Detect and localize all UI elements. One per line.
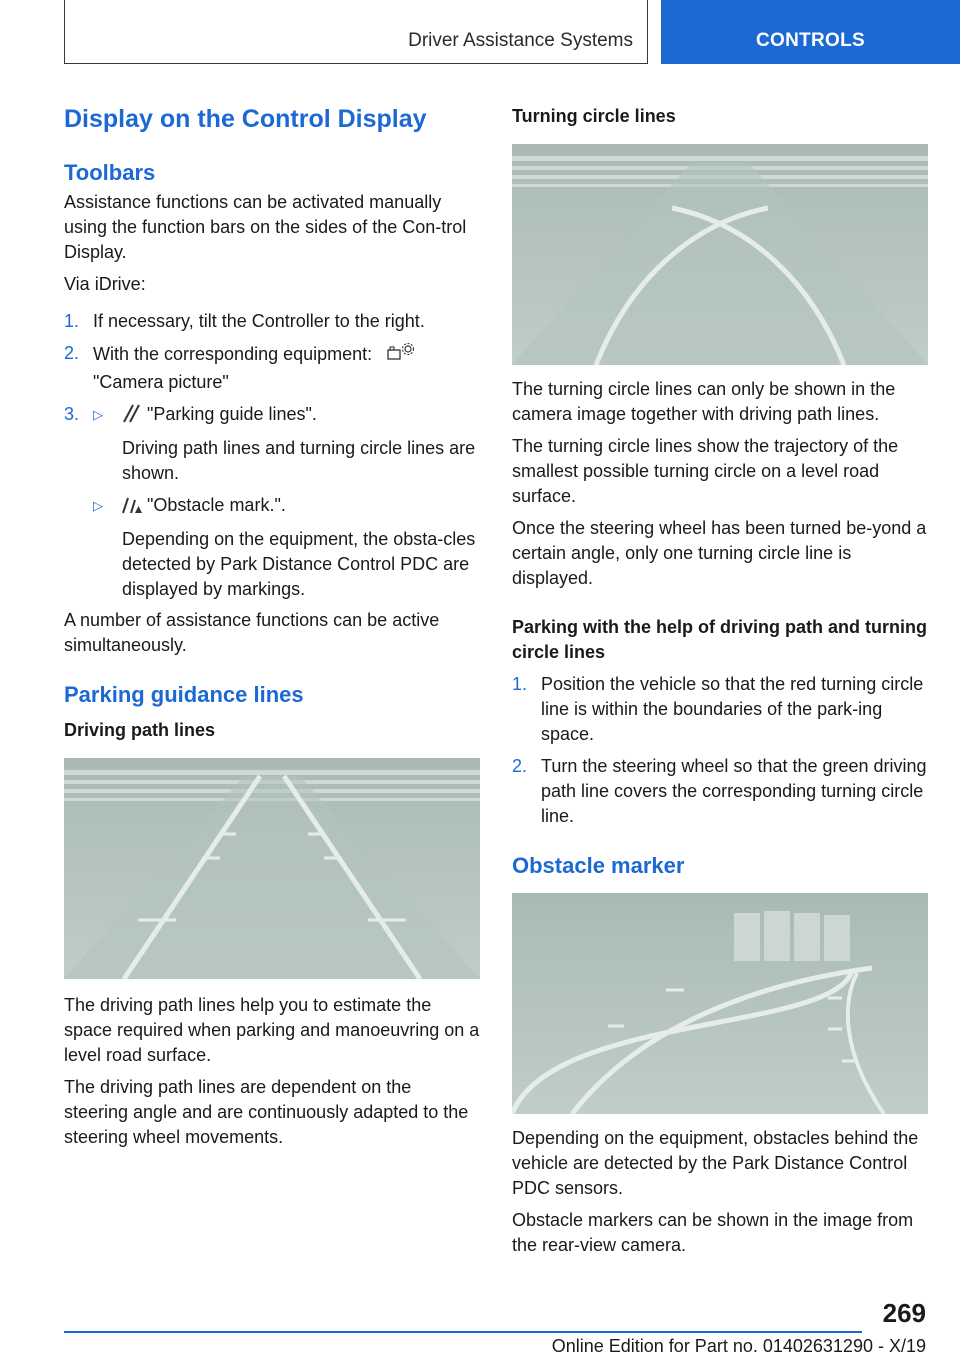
heading-parking-guidance: Parking guidance lines <box>64 682 304 707</box>
turning-text-3: Once the steering wheel has been turned be-yond a certain angle, only one turning circle line is displayed. <box>512 518 927 588</box>
bullet-marker: ▷ <box>93 498 103 513</box>
turning-text-2: The turning circle lines show the trajectory of the smallest possible turning circle on a level road surface. <box>512 436 899 506</box>
header-section-title: Driver Assistance Systems <box>408 30 633 51</box>
footer-divider <box>64 1331 862 1333</box>
section-title: Display on the Control Display <box>64 105 427 133</box>
step-text: Position the vehicle so that the red turning circle line is within the boundaries of the park-ing space. <box>541 674 924 744</box>
step-number: 2. <box>512 756 528 776</box>
obstacle-text-1: Depending on the equipment, obstacles behind the vehicle are detected by the Park Distance Control PDC sensors. <box>512 1128 919 1198</box>
driving-path-lines-figure <box>64 758 480 979</box>
heading-turning-circle: Turning circle lines <box>512 106 676 126</box>
step-number: 1. <box>64 311 80 331</box>
bullet-parking-guide-lines <box>64 402 480 430</box>
header-section-box <box>64 0 648 64</box>
bullet-desc-obstacle: Depending on the equipment, the obsta-cles detected by Park Distance Control PDC are displayed by markings. <box>122 529 476 599</box>
step-text: If necessary, tilt the Controller to the right. <box>93 311 425 331</box>
heading-obstacle-marker: Obstacle marker <box>512 853 685 878</box>
header-tab-controls[interactable] <box>661 0 960 64</box>
page-number: 269 <box>882 1298 926 1328</box>
step-number: 2. <box>64 343 80 363</box>
parking-lines-icon <box>122 403 142 430</box>
heading-parking-help: Parking with the help of driving path and turning circle lines <box>512 617 927 662</box>
step-2 <box>64 341 480 395</box>
step-number: 1. <box>512 674 528 694</box>
obstacle-mark-icon <box>122 494 142 521</box>
driving-path-text-2: The driving path lines are dependent on the steering angle and are continuously adapted to the steering wheel movements. <box>64 1077 469 1147</box>
left-column <box>64 100 480 1150</box>
heading-driving-path: Driving path lines <box>64 720 216 740</box>
step-1 <box>512 672 928 747</box>
bullet-marker: ▷ <box>93 407 103 422</box>
via-idrive-text: Via iDrive: <box>64 274 146 294</box>
step-2 <box>512 754 928 829</box>
camera-settings-icon <box>385 341 417 370</box>
obstacle-text-2: Obstacle markers can be shown in the image from the rear-view camera. <box>512 1210 914 1255</box>
step-text: With the corresponding equipment: <box>93 344 373 364</box>
bullet-label: "Obstacle mark.". <box>147 495 286 515</box>
step-1 <box>64 309 480 334</box>
header-tab-label: CONTROLS <box>755 30 865 51</box>
footer-edition: Online Edition for Part no. 01402631290 - X/19 <box>551 1336 926 1356</box>
heading-toolbars: Toolbars <box>64 160 156 185</box>
bullet-label: "Parking guide lines". <box>147 404 317 424</box>
bullet-desc-parking: Driving path lines and turning circle lines are shown. <box>122 438 476 483</box>
step-text: Turn the steering wheel so that the green driving path line covers the corresponding turning circle line. <box>541 756 927 826</box>
bullet-obstacle-mark <box>64 493 480 521</box>
toolbars-text: Assistance functions can be activated manually using the function bars on the sides of the Con-trol Display. <box>64 192 467 262</box>
obstacle-marker-figure <box>512 893 928 1114</box>
right-column <box>512 100 928 1258</box>
step-text-camera-picture: "Camera picture" <box>93 372 229 392</box>
step-number: 3. <box>64 404 80 424</box>
step-3 <box>64 402 480 430</box>
simultaneous-text: A number of assistance functions can be active simultaneously. <box>64 610 440 655</box>
driving-path-text-1: The driving path lines help you to estimate the space required when parking and manoeuvring on a level road surface. <box>64 995 480 1065</box>
turning-text-1: The turning circle lines can only be shown in the camera image together with driving path lines. <box>512 379 896 424</box>
turning-circle-lines-figure <box>512 144 928 365</box>
